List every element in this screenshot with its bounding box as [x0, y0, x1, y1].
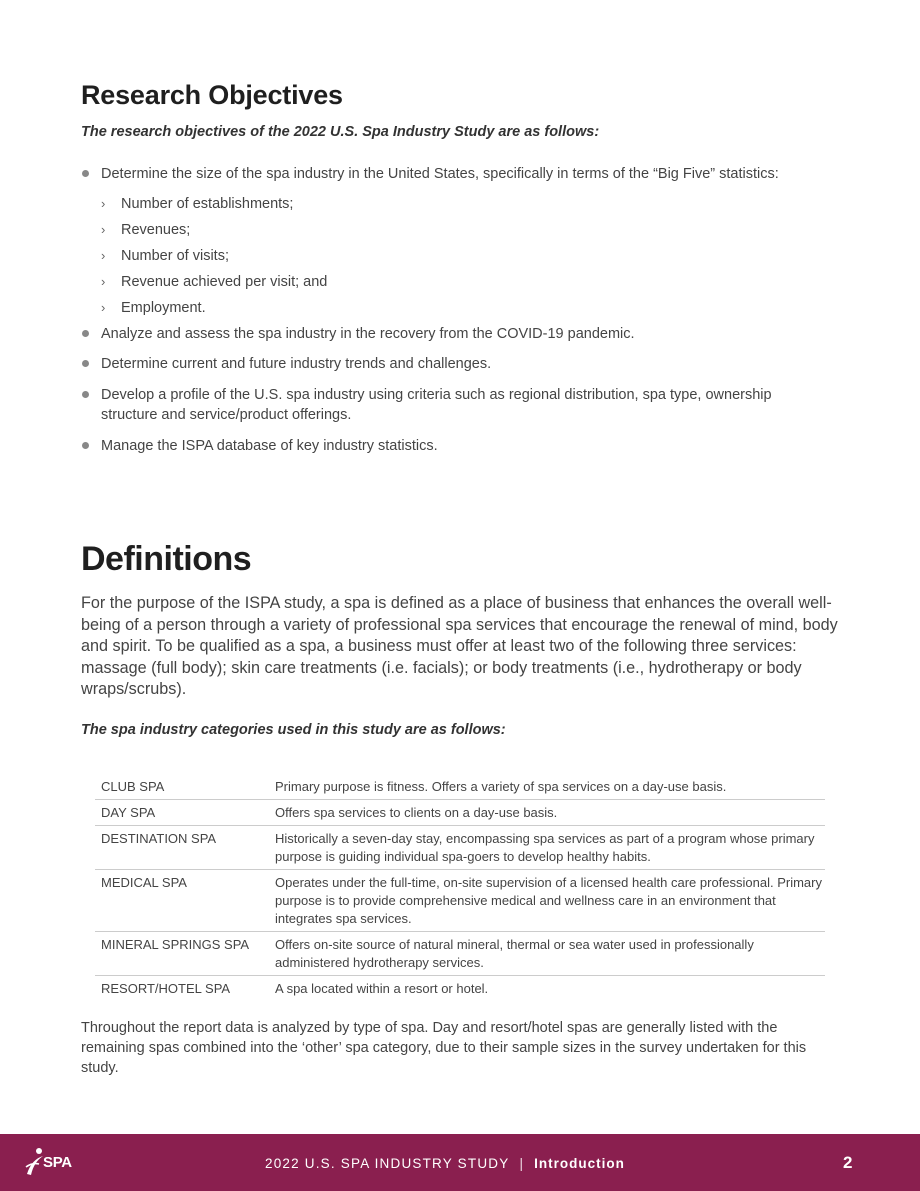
table-row: [95, 774, 825, 800]
bullet-dot-icon: [82, 360, 89, 367]
bullet-dot-icon: [82, 442, 89, 449]
page-number: 2: [843, 1153, 853, 1172]
bullet-dot-icon: [82, 391, 89, 398]
table-row: [95, 932, 825, 976]
study-name: 2022 U.S. SPA INDUSTRY STUDY: [265, 1156, 510, 1171]
table-row: [95, 826, 825, 870]
chevron-right-icon: ›: [101, 299, 106, 315]
list-item: [81, 164, 821, 324]
section-name: Introduction: [534, 1156, 625, 1171]
category-description: A spa located within a resort or hotel.: [275, 981, 489, 996]
sub-list-item: › Revenues;: [101, 221, 191, 238]
research-objectives-title: Research Objectives: [81, 80, 343, 110]
table-row: [95, 800, 825, 826]
chevron-right-icon: ›: [101, 247, 106, 263]
ispa-logo: [24, 1146, 72, 1178]
list-item-text: Manage the ISPA database of key industry statistics.: [101, 437, 438, 454]
category-description: Offers on-site source of natural mineral, thermal or sea water used in professionally administered hydrotherapy services.: [275, 937, 754, 970]
category-description: Historically a seven-day stay, encompassing spa services as part of a program whose primary purpose is guiding individual spa-goers to develop healthy habits.: [275, 831, 815, 864]
list-item-text: Determine current and future industry trends and challenges.: [101, 356, 492, 372]
category-description: Offers spa services to clients on a day-use basis.: [275, 805, 558, 820]
category-name: MINERAL SPRINGS SPA: [101, 937, 250, 952]
research-objectives-list: [81, 164, 821, 456]
sub-list-item: › Revenue achieved per visit; and: [101, 273, 328, 290]
closing-paragraph: Throughout the report data is analyzed by type of spa. Day and resort/hotel spas are generally listed with the remaining spas combined into the ‘other’ spa category, due to their sample sizes in the survey undertaken for this study.: [81, 1020, 807, 1076]
sub-list-item: › Number of establishments;: [101, 195, 294, 212]
category-name: MEDICAL SPA: [101, 875, 187, 890]
chevron-right-icon: ›: [101, 273, 106, 289]
list-item: [81, 324, 821, 345]
category-name: DAY SPA: [101, 805, 156, 820]
logo-text: SPA: [43, 1153, 72, 1171]
research-objectives-intro: The research objectives of the 2022 U.S. Spa Industry Study are as follows:: [81, 124, 600, 140]
definitions-title: Definitions: [81, 540, 252, 578]
chevron-right-icon: ›: [101, 221, 106, 237]
bullet-dot-icon: [82, 330, 89, 337]
category-name: RESORT/HOTEL SPA: [101, 981, 231, 996]
list-item: [81, 436, 821, 457]
list-item: [81, 385, 821, 426]
big-five-list: [101, 194, 821, 324]
list-item: [81, 354, 821, 375]
chevron-right-icon: ›: [101, 195, 106, 211]
definitions-paragraph: For the purpose of the ISPA study, a spa is defined as a place of business that enhances the overall well-being of a person through a variety of professional spa services that encourage the renewal of mind, body and spirit. To be qualified as a spa, a business must offer at least two of the following three services: massage (full body); skin care treatments (i.e. facials); or body treatments (i.e., hydrotherapy or body wraps/scrubs).: [81, 594, 838, 698]
list-item-text: Analyze and assess the spa industry in the recovery from the COVID-19 pandemic.: [101, 325, 635, 342]
category-description: Primary purpose is fitness. Offers a variety of spa services on a day-use basis.: [275, 779, 727, 794]
bullet-dot-icon: [82, 170, 89, 177]
category-name: CLUB SPA: [101, 779, 165, 794]
spa-categories-table: [95, 774, 825, 1001]
sub-list-item: › Number of visits;: [101, 247, 229, 264]
table-row: [95, 976, 825, 1001]
list-item-text: Determine the size of the spa industry in the United States, specifically in terms of the “Big Five” statistics:: [101, 166, 779, 182]
list-item-text: Develop a profile of the U.S. spa industry using criteria such as regional distribution, spa type, ownership structure and service/product offerings.: [101, 386, 772, 423]
category-description: Operates under the full-time, on-site supervision of a licensed health care professional. Primary purpose is to provide comprehensive medical and wellness care in an environment that integrates spa services.: [275, 875, 822, 926]
footer-running-title: [265, 1156, 625, 1171]
footer-separator: |: [519, 1156, 525, 1171]
page-footer: [0, 1134, 920, 1191]
sub-list-item: › Employment.: [101, 299, 206, 316]
category-name: DESTINATION SPA: [101, 831, 217, 846]
table-row: [95, 870, 825, 932]
categories-intro: The spa industry categories used in this study are as follows:: [81, 722, 506, 738]
